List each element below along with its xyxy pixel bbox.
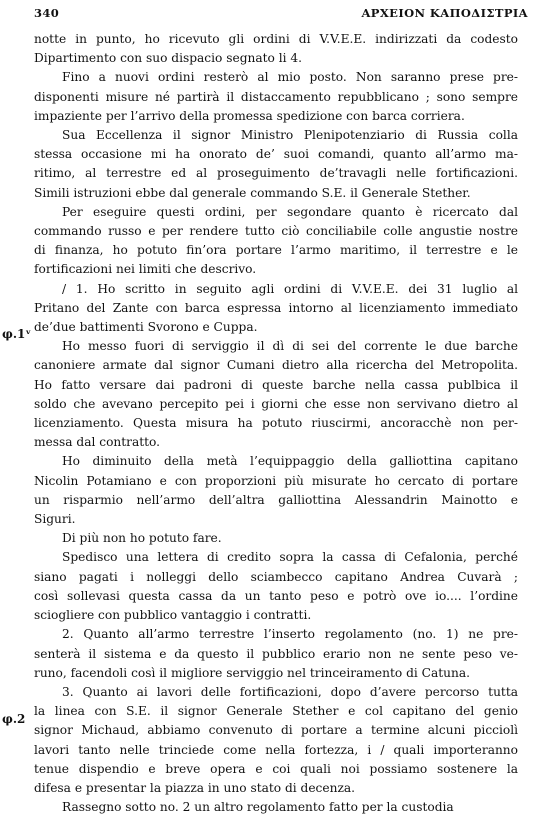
text-line: un risparmio nell’armo dell’altra galliottina Alessandrin Mainotto e: [34, 492, 518, 507]
text-line: difesa e presentar la piazza in uno stato di decenza.: [34, 780, 356, 795]
paragraph: [34, 203, 518, 280]
text-line: così sollevasi questa cassa da un tanto peso e potrò ove io.... l’ordine: [34, 588, 518, 603]
text-line: di finanza, ho potuto fin’ora portare l’armo maritimo, il terrestre e le: [34, 243, 518, 258]
text-line: Dipartimento con suo dispacio segnato li 4.: [34, 51, 303, 66]
text-line: senterà il sistema e da questo il pubblico erario non ne sente peso ve-: [34, 646, 518, 661]
text-line: de’due battimenti Svorono e Cuppa.: [34, 320, 258, 335]
text-line: / 1. Ho scritto in seguito agli ordini di V.V.E.E. dei 31 luglio al: [62, 281, 518, 296]
margin-note-folio-2: φ.2: [2, 712, 26, 726]
text-line: commando russo e per rendere tutto ciò conciliabile colle angustie nostre: [34, 224, 518, 239]
text-line: ritimo, al terrestre ed al proseguimento de’travagli nelle fortificazioni.: [34, 166, 518, 181]
text-line: fortificazioni nei limiti che descrivo.: [34, 262, 257, 277]
text-line: canoniere armate dal signor Cumani dietro alla ricercha del Metropolita.: [34, 358, 518, 373]
paragraph: [34, 126, 518, 203]
text-line: Rassegno sotto no. 2 un altro regolamento fatto per la custodia: [62, 800, 454, 815]
paragraph: [34, 30, 518, 68]
text-line: Ho diminuito della metà l’equippaggio della galliottina capitano: [62, 454, 518, 469]
text-line: sciogliere con pubblico vantaggio i contratti.: [34, 608, 312, 623]
text-line: impaziente per l’arrivo della promessa spedizione con barca corriera.: [34, 108, 465, 123]
paragraph: [34, 529, 518, 548]
text-line: Fino a nuovi ordini resterò al mio posto. Non saranno prese pre-: [62, 70, 518, 85]
paragraph: [34, 68, 518, 126]
text-line: stessa occasione mi ha onorato de’ suoi comandi, quanto all’armo ma-: [34, 147, 518, 162]
text-line: soldo che avevano percepito pei i giorni che esse non servivano dietro al: [34, 396, 518, 411]
text-line: lavori tanto nelle trinciede come nella fortezza, i / quali importeranno: [34, 742, 518, 757]
text-line: messa dal contratto.: [34, 435, 161, 450]
paragraph: [34, 798, 518, 817]
text-line: notte in punto, ho ricevuto gli ordini di V.V.E.E. indirizzati da codesto: [34, 32, 518, 46]
text-line: signor Michaud, abbiamo convenuto di portare a termine alcuni picciolì: [34, 723, 518, 738]
text-line: disponenti misure né partirà il distaccamento repubblicano ; sono sempre: [34, 89, 518, 104]
document-body: [34, 30, 518, 817]
text-line: 2. Quanto all’armo terrestre l’inserto regolamento (no. 1) ne pre-: [62, 627, 518, 642]
text-line: Spedisco una lettera di credito sopra la cassa di Cefalonia, perché: [62, 550, 518, 565]
text-line: la linea con S.E. il signor Generale Stether e col capitano del genio: [34, 704, 518, 719]
text-line: Nicolin Potamiano e con proporzioni più misurate ho cercato di portare: [34, 473, 518, 488]
paragraph: [34, 625, 518, 683]
paragraph: [34, 337, 518, 452]
paragraph: [34, 452, 518, 529]
text-line: Ho fatto versare dai padroni di queste barche nella cassa publbica il: [34, 377, 518, 392]
page-header: [34, 6, 528, 22]
text-line: licenziamento. Questa misura ha potuto riuscirmi, ancoracchè non per-: [34, 416, 518, 431]
page-number: 340: [34, 6, 60, 20]
text-line: 3. Quanto ai lavori delle fortificazioni, dopo d’avere percorso tutta: [62, 684, 518, 699]
margin-note-folio-1v: φ.1ᵛ: [2, 327, 32, 341]
paragraph: [34, 548, 518, 625]
paragraph: [34, 683, 518, 798]
text-line: runo, facendoli così il migliore serviggio nel trinceiramento di Catuna.: [34, 665, 470, 680]
text-line: Siguri.: [34, 512, 76, 527]
text-line: Pritano del Zante con barca espressa intorno al licenziamento immediato: [34, 300, 518, 315]
paragraph: [34, 280, 518, 338]
text-line: Di più non ho potuto fare.: [62, 531, 222, 546]
text-line: tenue dispendio e breve opera e coi quali noi possiamo sostenere la: [34, 761, 518, 776]
text-line: Per eseguire questi ordini, per segondare quanto è ricercato dal: [62, 204, 518, 219]
text-line: Sua Eccellenza il signor Ministro Plenipotenziario di Russia colla: [62, 128, 518, 143]
text-line: Ho messo fuori di serviggio il dì di sei del corrente le due barche: [62, 339, 518, 354]
text-line: Simili istruzioni ebbe dal generale commando S.E. il Generale Stether.: [34, 185, 471, 200]
running-title: ΑΡΧΕΙΟΝ ΚΑΠΟΔΙΣΤΡΙΑ: [361, 6, 528, 20]
text-line: siano pagati i nolleggi dello sciambecco capitano Andrea Cuvarà ;: [34, 569, 518, 584]
